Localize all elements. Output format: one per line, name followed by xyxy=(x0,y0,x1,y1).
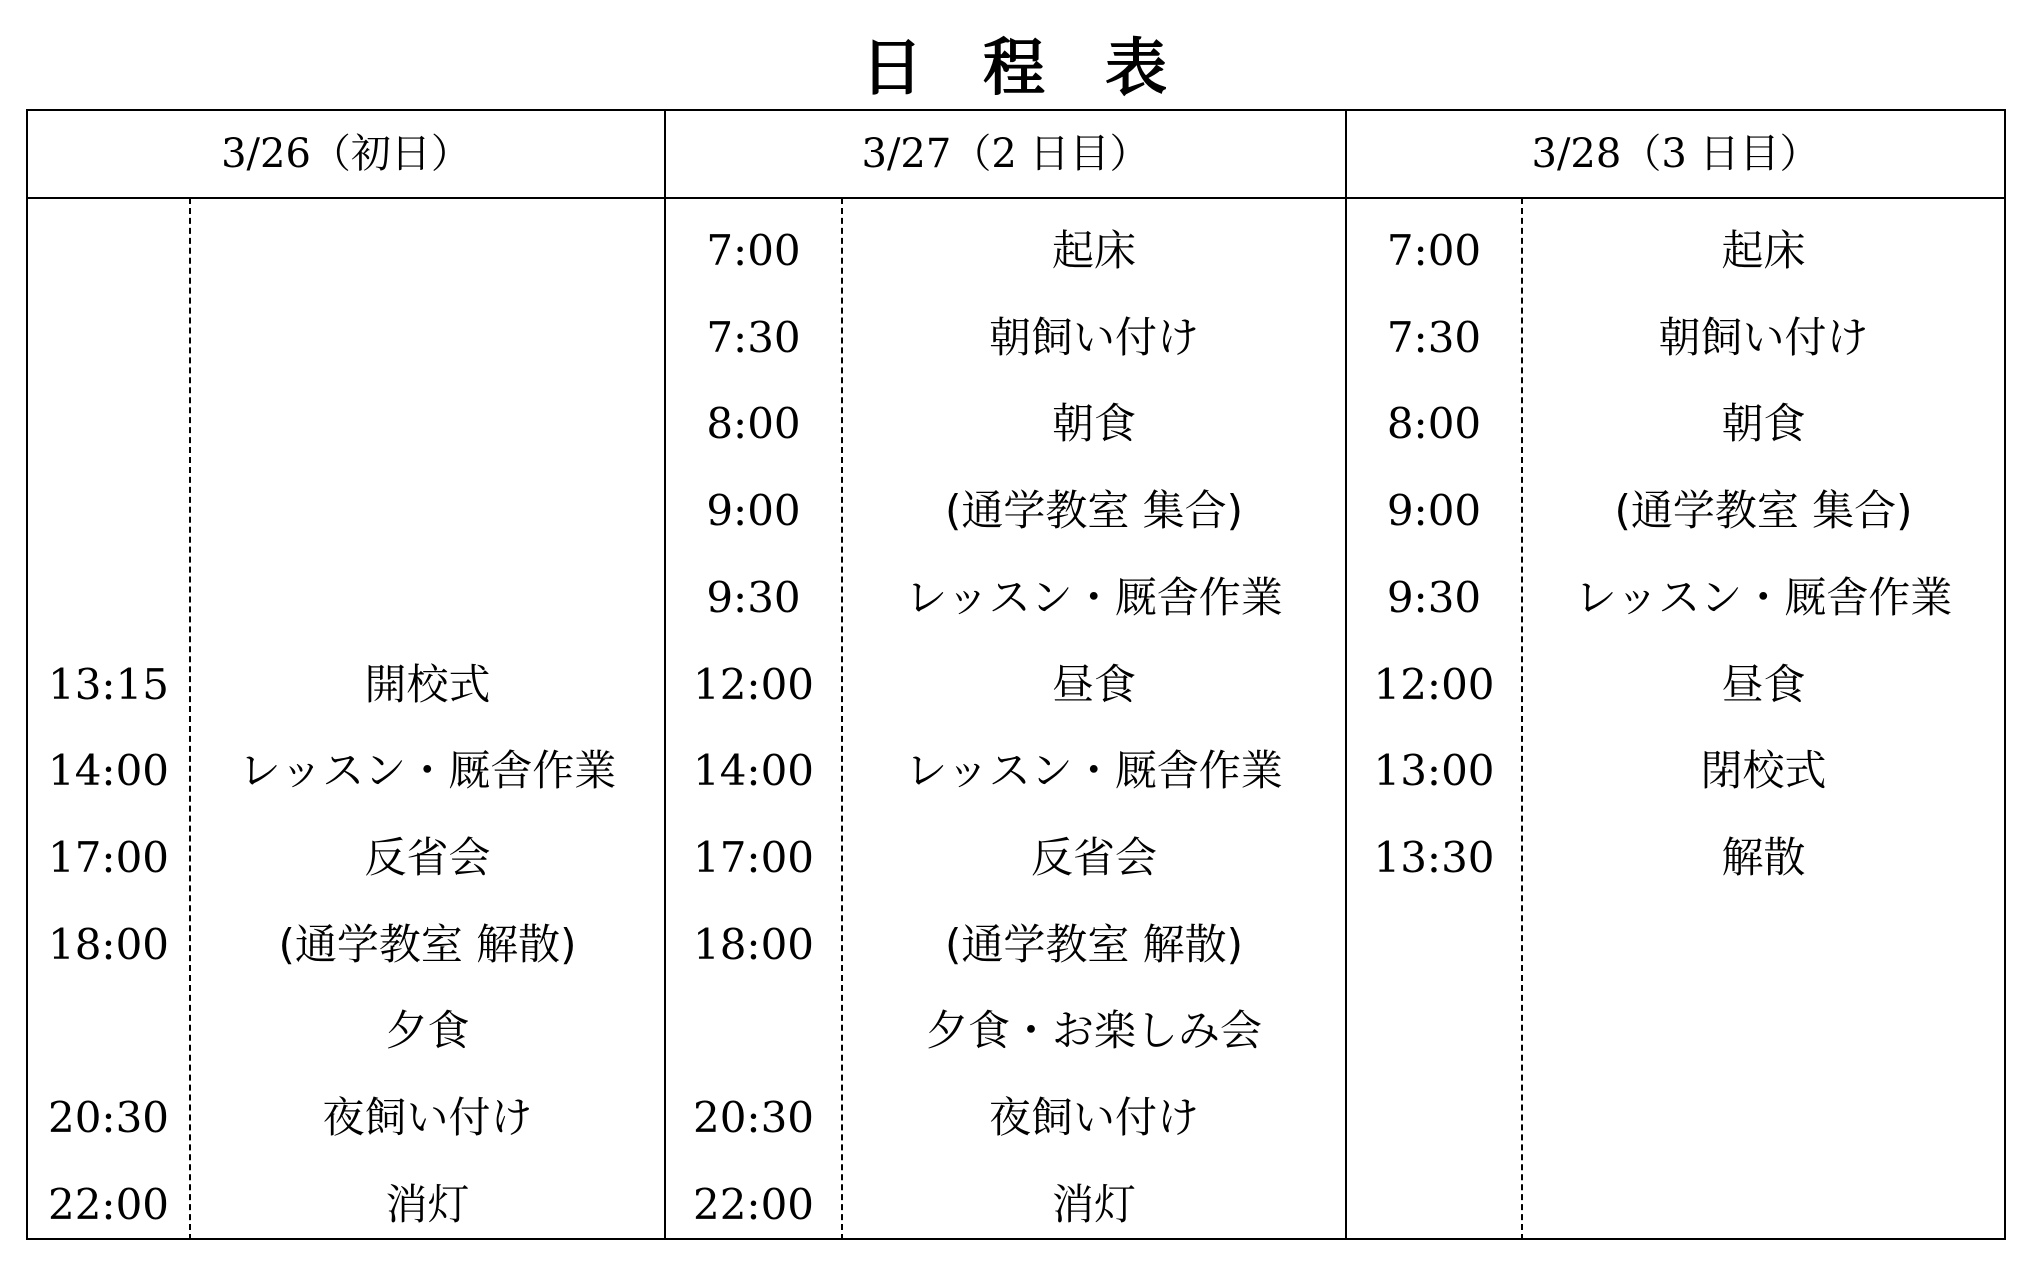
schedule-time xyxy=(666,988,841,1074)
schedule-event xyxy=(1523,1162,2004,1248)
schedule-time: 7:00 xyxy=(1386,226,1482,275)
title-char: 日 xyxy=(860,31,927,104)
day-header-3: 3/28（3 日目） xyxy=(1531,131,1820,177)
schedule-time: 12:00 xyxy=(1373,660,1495,709)
schedule-time xyxy=(1347,1075,1521,1161)
schedule-event xyxy=(1523,1075,2004,1161)
schedule-event: レッスン・厩舎作業 xyxy=(905,746,1283,795)
schedule-event: (通学教室 解散) xyxy=(944,920,1244,969)
schedule-event: (通学教室 集合) xyxy=(944,486,1244,535)
schedule-time: 9:00 xyxy=(706,486,801,535)
schedule-event xyxy=(1523,902,2004,988)
schedule-event xyxy=(1523,988,2004,1074)
schedule-event: レッスン・厩舎作業 xyxy=(238,746,617,795)
schedule-event: 夕食・お楽しみ会 xyxy=(925,1006,1262,1055)
schedule-time: 9:30 xyxy=(706,573,801,622)
day-header-2: 3/27（2 日目） xyxy=(861,131,1150,177)
schedule-event: 昼食 xyxy=(1721,660,1806,709)
title-char: 表 xyxy=(1105,31,1172,104)
header-divider xyxy=(26,197,2006,199)
schedule-time xyxy=(28,295,189,381)
schedule-event: 閉校式 xyxy=(1700,746,1827,795)
day-header-1: 3/26（初日） xyxy=(221,131,471,177)
title-char: 程 xyxy=(982,31,1049,104)
schedule-time: 7:30 xyxy=(1386,313,1482,362)
schedule-event: レッスン・厩舎作業 xyxy=(1574,573,1953,622)
schedule-time: 7:00 xyxy=(706,226,801,275)
schedule-time xyxy=(28,381,189,467)
schedule-time: 20:30 xyxy=(47,1093,170,1142)
schedule-event: 昼食 xyxy=(1051,660,1136,709)
schedule-event: (通学教室 集合) xyxy=(1614,486,1913,535)
schedule-event: 解散 xyxy=(1721,833,1806,882)
schedule-event xyxy=(191,208,664,294)
schedule-event: 開校式 xyxy=(364,660,491,709)
schedule-event: (通学教室 解散) xyxy=(278,920,577,969)
schedule-event: 夕食 xyxy=(385,1006,470,1055)
schedule-time xyxy=(28,988,189,1074)
schedule-time: 8:00 xyxy=(706,399,801,448)
schedule-time xyxy=(28,208,189,294)
schedule-time: 17:00 xyxy=(47,833,170,882)
schedule-event: 起床 xyxy=(1721,226,1806,275)
schedule-time: 20:30 xyxy=(692,1093,815,1142)
schedule-time xyxy=(28,555,189,641)
schedule-time: 18:00 xyxy=(47,920,170,969)
schedule-time: 17:00 xyxy=(692,833,815,882)
schedule-event xyxy=(191,295,664,381)
schedule-event: レッスン・厩舎作業 xyxy=(905,573,1283,622)
schedule-time: 14:00 xyxy=(692,746,815,795)
schedule-time xyxy=(1347,988,1521,1074)
schedule-event xyxy=(191,468,664,554)
schedule-time: 9:00 xyxy=(1386,486,1482,535)
schedule-time: 13:00 xyxy=(1373,746,1495,795)
schedule-time: 13:15 xyxy=(47,660,170,709)
schedule-event: 起床 xyxy=(1051,226,1136,275)
schedule-event: 朝食 xyxy=(1721,399,1806,448)
schedule-event xyxy=(191,555,664,641)
schedule-event: 夜飼い付け xyxy=(322,1093,533,1142)
schedule-event xyxy=(191,381,664,467)
schedule-time: 8:00 xyxy=(1386,399,1482,448)
schedule-time: 22:00 xyxy=(692,1180,815,1229)
schedule-time xyxy=(1347,1162,1521,1248)
schedule-time: 12:00 xyxy=(692,660,815,709)
schedule-time: 14:00 xyxy=(47,746,170,795)
schedule-event: 反省会 xyxy=(1030,833,1157,882)
schedule-event: 反省会 xyxy=(364,833,491,882)
schedule-event: 朝食 xyxy=(1051,399,1136,448)
schedule-event: 夜飼い付け xyxy=(988,1093,1199,1142)
schedule-event: 朝飼い付け xyxy=(988,313,1199,362)
schedule-event: 消灯 xyxy=(1051,1180,1136,1229)
schedule-time: 18:00 xyxy=(692,920,815,969)
page-title xyxy=(0,28,2032,108)
schedule-time: 13:30 xyxy=(1373,833,1495,882)
schedule-time: 9:30 xyxy=(1386,573,1482,622)
schedule-event: 消灯 xyxy=(385,1180,470,1229)
schedule-event: 朝飼い付け xyxy=(1658,313,1869,362)
schedule-time: 7:30 xyxy=(706,313,801,362)
schedule-time: 22:00 xyxy=(47,1180,170,1229)
schedule-time xyxy=(1347,902,1521,988)
schedule-time xyxy=(28,468,189,554)
